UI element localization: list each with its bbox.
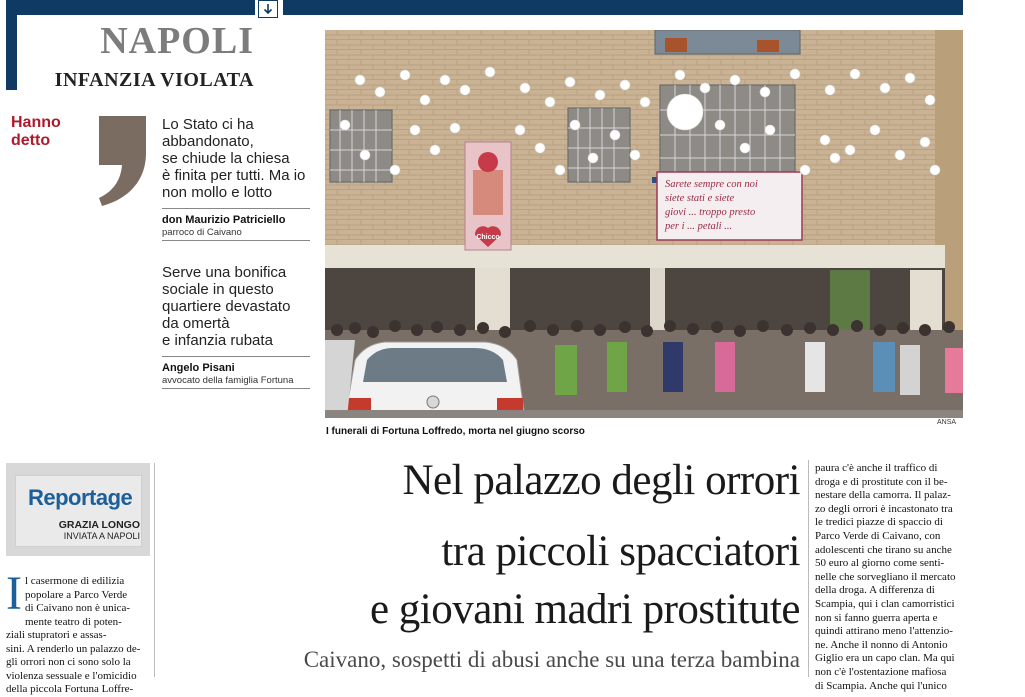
body-line: zo degli orrori è incastonato tra [815, 502, 953, 515]
quote-line: Serve una bonifica [162, 264, 287, 281]
arrow-down-icon[interactable] [258, 0, 278, 18]
quote-divider [162, 240, 310, 241]
column-rule [154, 463, 155, 677]
body-line: violenza sessuale e l'omicidio [6, 669, 137, 682]
drop-cap: I [6, 567, 22, 620]
body-line: mente teatro di poten- [25, 615, 122, 628]
body-line: Scampia, qui i clan camorristici [815, 597, 955, 610]
byline-role: INVIATA A NAPOLI [63, 531, 140, 541]
top-rule-right [283, 0, 963, 15]
banner-line: per i ... petali ... [665, 221, 733, 232]
body-line: non si fanno guerra aperta e [815, 611, 938, 624]
body-line: droga e di prostitute con il be- [815, 475, 948, 488]
top-rule-left [6, 0, 255, 15]
body-line: adolescenti che tirano su anche [815, 543, 952, 556]
quote-line: e infanzia rubata [162, 332, 273, 349]
body-line: popolare a Parco Verde [25, 588, 128, 601]
body-line: paura c'è anche il traffico di [815, 462, 938, 474]
quote-author-role: parroco di Caivano [162, 227, 242, 238]
headline-line: tra piccoli spacciatori [441, 528, 800, 575]
quote-text [162, 264, 312, 349]
body-line: 50 euro al giorno come senti- [815, 557, 945, 570]
quote-line: Lo Stato ci ha [162, 116, 254, 133]
body-line: della droga. A differenza di [815, 584, 935, 597]
funeral-photo [325, 30, 963, 418]
body-line: non c'è l'ostentazione mafiosa [815, 665, 947, 678]
column-rule [808, 460, 809, 677]
quote-text [162, 116, 312, 201]
body-line: quindi attirano meno l'attenzio- [815, 625, 953, 638]
body-line: nestare della camorra. Il palaz- [815, 489, 951, 502]
article-body-right [815, 462, 964, 693]
headline-line: Nel palazzo degli orrori [402, 457, 800, 504]
quote-divider [162, 356, 310, 357]
banner-line: giovi ... troppo presto [665, 207, 756, 218]
quote-line: da omertà [162, 315, 230, 332]
quote-author-role: avvocato della famiglia Fortuna [162, 375, 294, 386]
quote-line: non mollo e lotto [162, 184, 273, 201]
headline-deck: Caivano, sospetti di abusi anche su una terza bambina [303, 647, 800, 672]
body-line: l casermone di edilizia [25, 575, 125, 587]
banner-line: siete stati e siete [665, 193, 735, 204]
body-line: Giglio era un capo clan. Ma qui [815, 652, 955, 665]
byline-author: GRAZIA LONGO [58, 519, 140, 531]
banner-line: Sarete sempre con noi [665, 179, 758, 190]
poster-text: Chicco [476, 234, 500, 241]
body-line: nelle che sorvegliano il mercato [815, 570, 956, 583]
quote-line: sociale in questo [162, 281, 274, 298]
article-body-left-top [25, 575, 147, 629]
quote-divider [162, 388, 310, 389]
quote-divider [162, 208, 310, 209]
body-line: Parco Verde di Caivano, con [815, 529, 941, 542]
section-subtitle: INFANZIA VIOLATA [54, 69, 254, 91]
body-line: di Scampia. Anche qui l'unico [815, 679, 947, 692]
article-body-left [6, 629, 147, 697]
body-line: ziali stupratori e assas- [6, 629, 107, 641]
quote-author: don Maurizio Patriciello [162, 214, 286, 226]
quote-line: è finita per tutti. Ma io [162, 167, 306, 184]
body-line: le tredici piazze di spaccio di [815, 516, 943, 529]
body-line: gli orrori non ci sono solo la [6, 656, 131, 669]
section-title: NAPOLI [100, 20, 254, 62]
quote-author: Angelo Pisani [162, 362, 235, 374]
quote-line: se chiude la chiesa [162, 150, 290, 167]
reportage-label: Reportage [28, 485, 133, 510]
body-line: sini. A renderlo un palazzo de- [6, 642, 141, 655]
quote-mark-icon [96, 113, 150, 208]
photo-caption: I funerali di Fortuna Loffredo, morta nel giugno scorso [326, 426, 585, 437]
body-line: della piccola Fortuna Loffre- [6, 683, 134, 696]
quote-line: abbandonato, [162, 133, 254, 150]
quote-line: quartiere devastato [162, 298, 291, 315]
body-line: ne. Anche il nonno di Antonio [815, 638, 948, 651]
photo-credit: ANSA [937, 419, 957, 426]
body-line: di Caivano non è unica- [25, 602, 131, 615]
headline-line: e giovani madri prostitute [369, 586, 800, 633]
hanno-detto-label: Hanno detto [11, 114, 61, 149]
